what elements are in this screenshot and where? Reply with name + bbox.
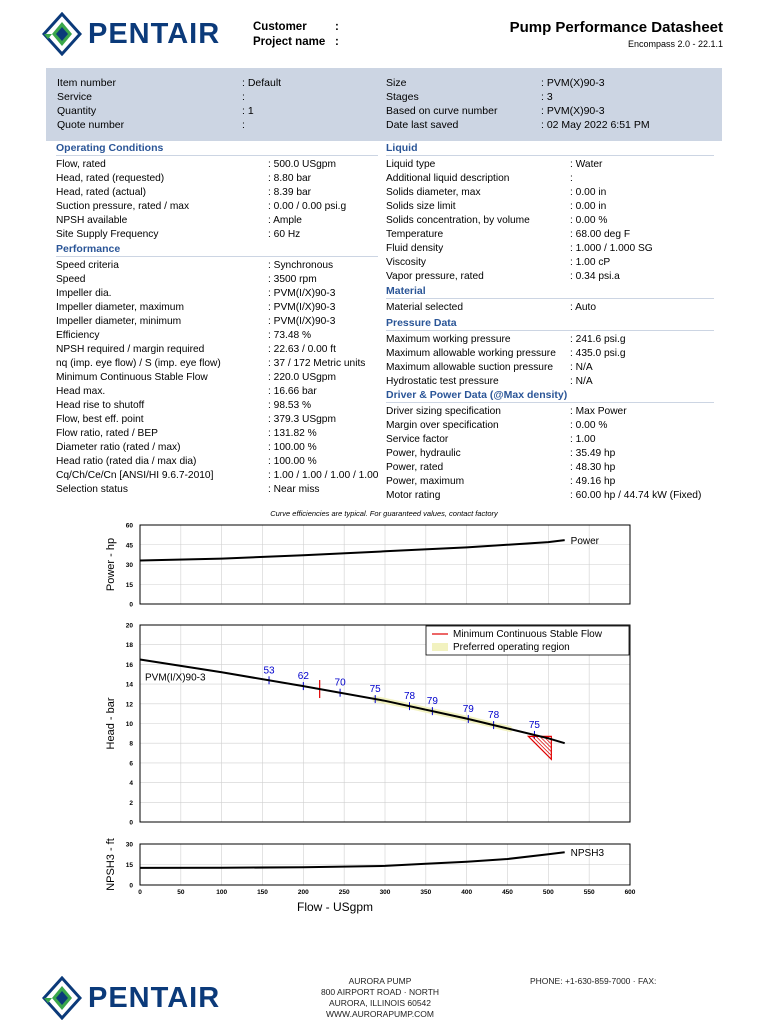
- spec-label: Quantity: [57, 105, 97, 117]
- spec-row: [56, 214, 378, 228]
- spec-label: Suction pressure, rated / max: [56, 201, 190, 212]
- x-tick-label: 50: [177, 889, 185, 896]
- x-axis-label: Flow - USgpm: [296, 900, 374, 914]
- series-line: [140, 852, 565, 868]
- spec-value: : 1: [242, 105, 254, 117]
- spec-row: [386, 347, 714, 361]
- performance-charts: [0, 515, 768, 915]
- info-left: [57, 76, 281, 132]
- spec-value: : 500.0 USgpm: [268, 159, 336, 170]
- spec-value: : 220.0 USgpm: [268, 372, 336, 383]
- spec-value: : 131.82 %: [268, 428, 317, 439]
- pentair-mark-icon: [42, 12, 82, 56]
- spec-value: : Near miss: [268, 484, 320, 495]
- spec-value: : Default: [242, 77, 282, 89]
- operating-section: [56, 141, 378, 242]
- spec-row: [386, 200, 714, 214]
- spec-label: Head, rated (actual): [56, 187, 147, 198]
- y-tick-label: 60: [125, 522, 133, 530]
- y-tick-label: 16: [125, 661, 133, 669]
- spec-row: [56, 371, 378, 385]
- spec-row: [56, 441, 378, 455]
- spec-label: Service factor: [386, 434, 449, 445]
- spec-label: Fluid density: [386, 243, 444, 254]
- y-tick-label: 20: [125, 622, 133, 630]
- spec-value: : 48.30 hp: [570, 462, 616, 473]
- spec-row: [386, 172, 714, 186]
- spec-label: Minimum Continuous Stable Flow: [56, 372, 208, 383]
- spec-label: Maximum allowable suction pressure: [386, 362, 554, 373]
- spec-value: : 0.00 in: [570, 187, 607, 198]
- efficiency-label: 53: [263, 665, 275, 677]
- website-link[interactable]: WWW.AURORAPUMP.COM: [326, 1009, 434, 1019]
- material-section: [386, 284, 714, 315]
- series-label: NPSH3: [570, 848, 605, 860]
- spec-row: [56, 200, 378, 214]
- spec-label: Viscosity: [386, 257, 427, 268]
- spec-row: [56, 287, 378, 301]
- spec-row: [386, 242, 714, 256]
- npsh-chart: [105, 838, 636, 914]
- spec-value: : 16.66 bar: [268, 386, 317, 397]
- spec-value: : Water: [570, 159, 603, 170]
- efficiency-label: 70: [334, 677, 346, 689]
- address-line: AURORA PUMP: [348, 976, 412, 986]
- y-axis-label: NPSH3 - ft: [105, 838, 117, 891]
- section-heading: Liquid: [386, 141, 714, 156]
- spec-value: : 1.00 cP: [570, 257, 611, 268]
- spec-label: Impeller diameter, minimum: [56, 316, 182, 327]
- spec-row: [386, 270, 714, 284]
- y-tick-label: 0: [129, 819, 133, 827]
- spec-label: Material selected: [386, 302, 464, 313]
- curve-label: PVM(I/X)90-3: [145, 672, 206, 684]
- spec-row: [57, 104, 281, 118]
- spec-label: Power, maximum: [386, 476, 465, 487]
- spec-row: [56, 228, 378, 242]
- x-tick-label: 250: [338, 889, 350, 896]
- spec-label: Liquid type: [386, 159, 436, 170]
- spec-row: [386, 375, 714, 389]
- spec-value: : PVM(I/X)90-3: [268, 302, 336, 313]
- spec-value: : 37 / 172 Metric units: [268, 358, 366, 369]
- spec-value: : 68.00 deg F: [570, 229, 631, 240]
- spec-value: :: [242, 119, 245, 131]
- spec-value: : 98.53 %: [268, 400, 312, 411]
- x-tick-label: 500: [542, 889, 554, 896]
- spec-value: : Synchronous: [268, 260, 334, 271]
- spec-row: [56, 357, 378, 371]
- y-tick-label: 45: [125, 542, 133, 550]
- spec-value: : Max Power: [570, 406, 627, 417]
- spec-label: Maximum allowable working pressure: [386, 348, 556, 359]
- spec-label: NPSH required / margin required: [56, 344, 205, 355]
- spec-value: : 435.0 psi.g: [570, 348, 626, 359]
- spec-value: : 379.3 USgpm: [268, 414, 336, 425]
- y-tick-label: 10: [125, 721, 133, 728]
- spec-row: [386, 76, 650, 90]
- spec-value: : 73.48 %: [268, 330, 312, 341]
- spec-row: [386, 489, 714, 503]
- spec-row: [386, 333, 714, 347]
- spec-value: : 0.00 in: [570, 201, 607, 212]
- spec-label: Speed: [56, 274, 86, 285]
- legend-region-swatch: [432, 643, 448, 651]
- spec-label: Solids size limit: [386, 201, 456, 212]
- legend-region-label: Preferred operating region: [453, 642, 570, 653]
- spec-row: [56, 413, 378, 427]
- spec-label: Stages: [386, 91, 419, 103]
- chart-legend: [426, 626, 629, 655]
- customer-label: Customer: [253, 21, 307, 33]
- y-axis-label: Head - bar: [105, 697, 117, 750]
- section-heading: Operating Conditions: [56, 141, 378, 156]
- project-label: Project name: [253, 36, 326, 48]
- spec-label: Solids concentration, by volume: [386, 215, 530, 226]
- x-tick-label: 100: [216, 889, 228, 896]
- y-tick-label: 6: [129, 760, 133, 768]
- spec-row: [56, 315, 378, 329]
- efficiency-label: 62: [297, 671, 309, 683]
- spec-value: : 0.00 %: [570, 420, 608, 431]
- spec-value: : N/A: [570, 362, 593, 373]
- spec-label: Speed criteria: [56, 260, 119, 271]
- spec-label: Motor rating: [386, 490, 441, 501]
- spec-value: : 49.16 hp: [570, 476, 616, 487]
- spec-value: : 3500 rpm: [268, 274, 317, 285]
- spec-label: Cq/Ch/Ce/Cn [ANSI/HI 9.6.7-2010]: [56, 470, 214, 481]
- spec-label: Site Supply Frequency: [56, 229, 159, 240]
- spec-label: Service: [57, 91, 93, 103]
- pentair-mark-icon: [42, 976, 82, 1020]
- spec-row: [56, 301, 378, 315]
- x-tick-label: 450: [502, 889, 513, 896]
- spec-value: :: [242, 91, 245, 103]
- version-text: Encompass 2.0 - 22.1.1: [627, 39, 723, 49]
- spec-value: : 60 Hz: [268, 229, 301, 240]
- spec-value: : 241.6 psi.g: [570, 334, 626, 345]
- spec-value: : Ample: [268, 215, 302, 226]
- y-tick-label: 15: [125, 581, 133, 589]
- spec-value: : PVM(I/X)90-3: [268, 288, 336, 299]
- spec-row: [57, 90, 281, 104]
- spec-value: : Auto: [570, 302, 597, 313]
- y-tick-label: 4: [129, 780, 133, 788]
- spec-row: [386, 256, 714, 270]
- y-tick-label: 8: [129, 740, 133, 748]
- pentair-logo: [42, 12, 220, 56]
- spec-value: : 22.63 / 0.00 ft: [268, 344, 336, 355]
- spec-value: : 1.000 / 1.000 SG: [570, 243, 653, 254]
- x-tick-label: 600: [624, 889, 636, 896]
- spec-row: [57, 76, 281, 90]
- footer-brand-name: PENTAIR: [88, 981, 221, 1014]
- spec-value: : 1.00: [570, 434, 596, 445]
- spec-row: [386, 461, 714, 475]
- spec-label: Quote number: [57, 119, 125, 131]
- spec-value: :: [570, 173, 573, 184]
- spec-row: [386, 228, 714, 242]
- spec-row: [56, 427, 378, 441]
- title-block: [510, 19, 723, 49]
- spec-row: [386, 433, 714, 447]
- spec-row: [386, 475, 714, 489]
- spec-value: : 0.00 / 0.00 psi.g: [268, 201, 347, 212]
- spec-label: Solids diameter, max: [386, 187, 481, 198]
- spec-value: : 8.80 bar: [268, 173, 312, 184]
- spec-value: : PVM(I/X)90-3: [268, 316, 336, 327]
- spec-label: Head rise to shutoff: [56, 400, 145, 411]
- spec-label: Item number: [57, 77, 116, 89]
- spec-value: : 35.49 hp: [570, 448, 616, 459]
- info-band: [46, 68, 722, 141]
- section-heading: Performance: [56, 242, 378, 257]
- spec-label: Impeller dia.: [56, 288, 112, 299]
- customer-block: Customer : Project name :: [253, 21, 339, 48]
- spec-row: [56, 469, 378, 483]
- spec-row: [386, 361, 714, 375]
- spec-label: NPSH available: [56, 215, 128, 226]
- series-label: Power: [570, 536, 600, 548]
- spec-label: Driver sizing specification: [386, 406, 501, 417]
- spec-row: [56, 399, 378, 413]
- efficiency-label: 79: [426, 696, 438, 708]
- driver-section: [386, 388, 714, 503]
- spec-value: : N/A: [570, 376, 593, 387]
- spec-label: Efficiency: [56, 330, 100, 341]
- y-tick-label: 2: [129, 799, 133, 807]
- section-heading: Material: [386, 284, 714, 299]
- curve-note: Curve efficiencies are typical. For guaranteed values, contact factory: [270, 509, 498, 518]
- spec-row: [56, 186, 378, 200]
- spec-label: nq (imp. eye flow) / S (imp. eye flow): [56, 358, 221, 369]
- y-tick-label: 14: [125, 681, 133, 689]
- y-tick-label: 12: [125, 701, 133, 709]
- spec-value: : 60.00 hp / 44.74 kW (Fixed): [570, 490, 702, 501]
- spec-value: : 02 May 2022 6:51 PM: [541, 119, 650, 131]
- spec-row: [56, 273, 378, 287]
- spec-value: : 8.39 bar: [268, 187, 312, 198]
- performance-section: [56, 242, 378, 497]
- spec-value: : 100.00 %: [268, 456, 317, 467]
- pressure-section: [386, 316, 714, 389]
- spec-row: [56, 385, 378, 399]
- spec-label: Flow, best eff. point: [56, 414, 144, 425]
- head-chart: [105, 623, 630, 827]
- spec-label: Margin over specification: [386, 420, 499, 431]
- spec-row: [386, 447, 714, 461]
- spec-row: [386, 419, 714, 433]
- brand-name: PENTAIR: [88, 17, 221, 50]
- x-tick-label: 300: [379, 889, 391, 896]
- spec-row: [56, 483, 378, 497]
- spec-row: [56, 329, 378, 343]
- y-tick-label: 18: [125, 642, 133, 650]
- x-tick-label: 200: [297, 889, 309, 896]
- address-line: 800 AIRPORT ROAD · NORTH: [320, 987, 440, 997]
- spec-label: Maximum working pressure: [386, 334, 511, 345]
- spec-label: Diameter ratio (rated / max): [56, 442, 181, 453]
- spec-row: [56, 158, 378, 172]
- spec-label: Power, rated: [386, 462, 444, 473]
- spec-row: [386, 186, 714, 200]
- x-tick-label: 550: [583, 889, 595, 896]
- spec-row: [386, 118, 650, 132]
- footer-phone: PHONE: +1-630-859-7000 · FAX:: [530, 976, 657, 986]
- x-tick-label: 0: [138, 889, 142, 896]
- efficiency-label: 79: [462, 703, 474, 715]
- x-tick-label: 400: [461, 889, 473, 896]
- spec-value: : 1.00 / 1.00 / 1.00 / 1.00: [268, 470, 379, 481]
- spec-row: [386, 301, 714, 315]
- spec-label: Power, hydraulic: [386, 448, 461, 459]
- spec-row: [386, 214, 714, 228]
- spec-row: [386, 90, 650, 104]
- spec-label: Head, rated (requested): [56, 173, 165, 184]
- spec-row: [386, 405, 714, 419]
- spec-label: Temperature: [386, 229, 444, 240]
- spec-label: Hydrostatic test pressure: [386, 376, 499, 387]
- spec-value: : 3: [541, 91, 553, 103]
- y-tick-label: 30: [125, 562, 133, 569]
- footer-address: [300, 976, 460, 1020]
- power-chart: [105, 523, 630, 609]
- y-tick-label: 0: [129, 882, 133, 890]
- y-tick-label: 15: [125, 862, 133, 869]
- y-tick-label: 30: [125, 841, 133, 849]
- spec-label: Vapor pressure, rated: [386, 271, 484, 282]
- spec-row: [56, 455, 378, 469]
- spec-label: Flow, rated: [56, 159, 106, 170]
- section-heading: Pressure Data: [386, 316, 714, 331]
- address-line: AURORA, ILLINOIS 60542: [328, 998, 432, 1008]
- spec-value: : 0.34 psi.a: [570, 271, 620, 282]
- spec-label: Additional liquid description: [386, 173, 510, 184]
- spec-row: [386, 104, 650, 118]
- y-axis-label: Power - hp: [105, 537, 117, 592]
- x-tick-label: 350: [420, 889, 432, 896]
- spec-label: Head max.: [56, 386, 106, 397]
- pentair-footer-logo: [42, 976, 220, 1020]
- efficiency-label: 78: [488, 710, 500, 722]
- efficiency-label: 75: [528, 719, 541, 731]
- spec-value: : PVM(X)90-3: [541, 77, 605, 89]
- spec-row: [57, 118, 281, 132]
- section-heading: Driver & Power Data (@Max density): [386, 388, 714, 403]
- x-tick-label: 150: [257, 889, 268, 896]
- liquid-section: [386, 141, 714, 284]
- efficiency-label: 75: [369, 684, 381, 696]
- series-line: [140, 540, 565, 560]
- legend-mcsf-label: Minimum Continuous Stable Flow: [453, 629, 602, 640]
- info-right: [386, 76, 650, 132]
- spec-label: Based on curve number: [386, 105, 498, 117]
- spec-label: Selection status: [56, 484, 128, 495]
- spec-row: [56, 343, 378, 357]
- spec-label: Date last saved: [386, 119, 459, 131]
- spec-row: [56, 259, 378, 273]
- spec-label: Size: [386, 77, 407, 89]
- spec-label: Flow ratio, rated / BEP: [56, 428, 158, 439]
- spec-value: : PVM(X)90-3: [541, 105, 605, 117]
- page-title: Pump Performance Datasheet: [509, 19, 723, 36]
- y-tick-label: 0: [129, 601, 133, 609]
- spec-value: : 0.00 %: [570, 215, 608, 226]
- efficiency-label: 78: [403, 691, 416, 703]
- spec-row: [386, 158, 714, 172]
- spec-row: [56, 172, 378, 186]
- spec-value: : 100.00 %: [268, 442, 317, 453]
- spec-label: Impeller diameter, maximum: [56, 302, 184, 313]
- spec-label: Head ratio (rated dia / max dia): [56, 456, 197, 467]
